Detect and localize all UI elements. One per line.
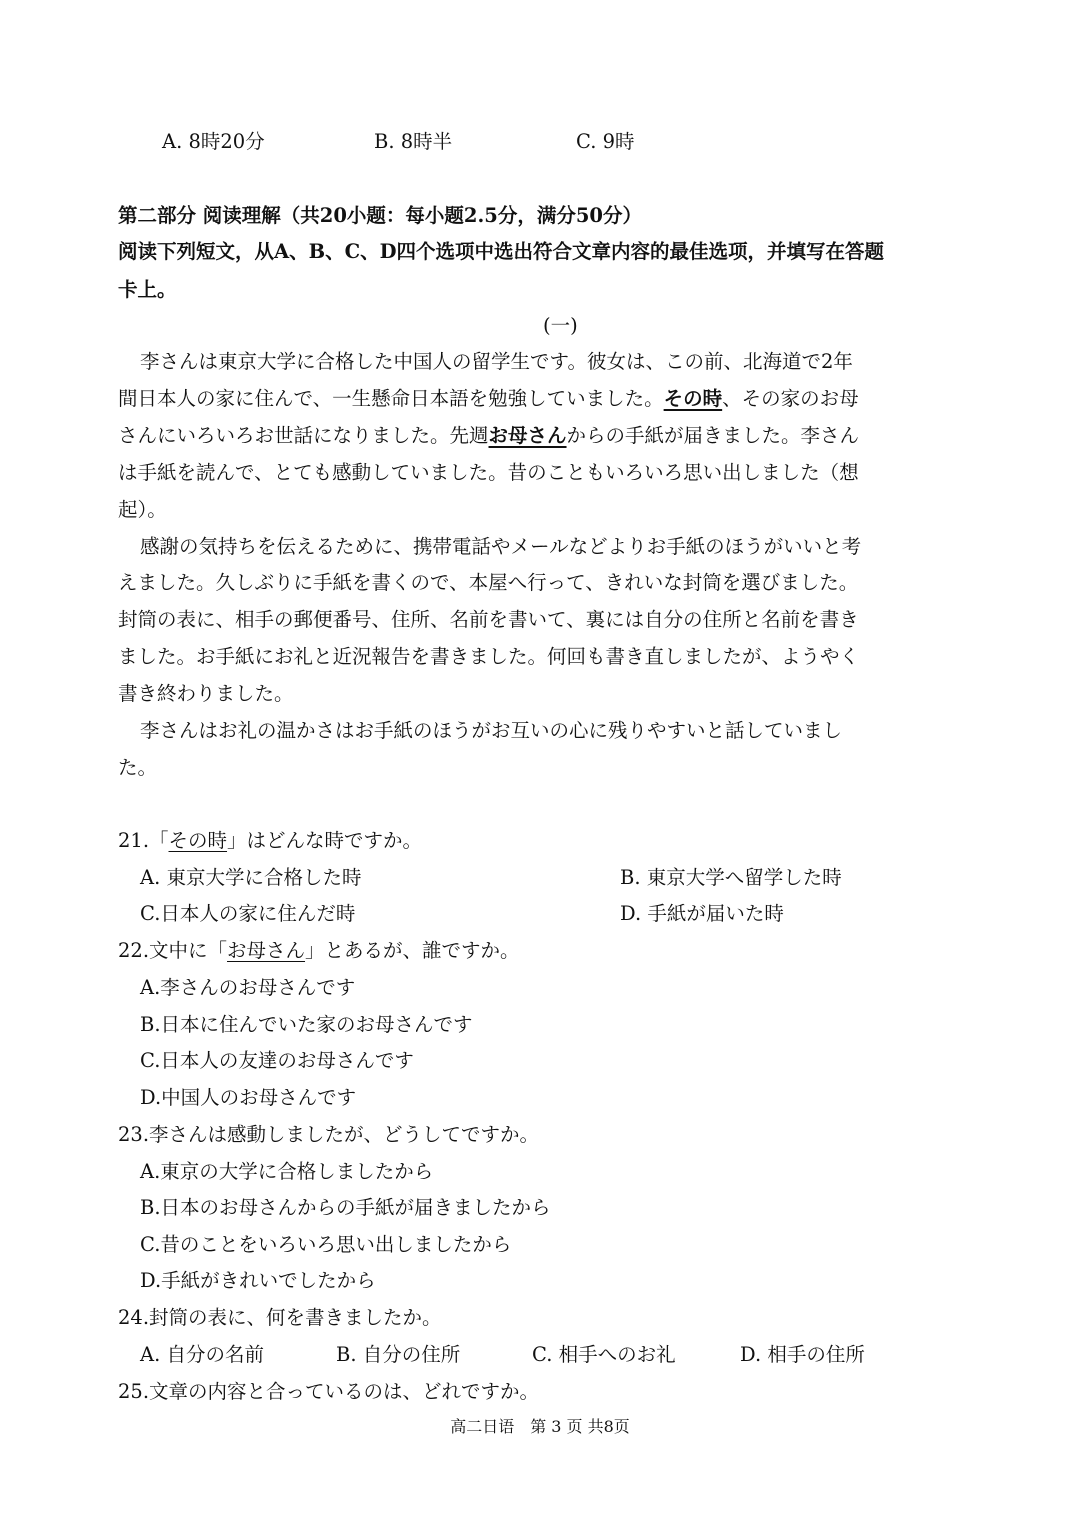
question-22: 22.文中に「お母さん」とあるが、誰ですか。 xyxy=(118,939,520,962)
q22-option-b: B.日本に住んでいた家のお母さんです xyxy=(140,1013,473,1036)
passage-line: 李さんはお礼の温かさはお手紙のほうがお互いの心に残りやすいと話していまし xyxy=(140,719,843,742)
passage-line: た。 xyxy=(118,756,158,779)
option-b: B. 8時半 xyxy=(374,130,453,153)
q23-option-d: D.手紙がきれいでしたから xyxy=(140,1269,376,1292)
q21-option-b: B. 東京大学へ留学した時 xyxy=(620,866,842,889)
question-24: 24.封筒の表に、何を書きましたか。 xyxy=(118,1306,442,1329)
passage-line: えました。久しぶりに手紙を書くので、本屋へ行って、きれいな封筒を選びました。 xyxy=(118,571,859,594)
q23-option-a: A.東京の大学に合格しましたから xyxy=(140,1160,434,1183)
underlined-phrase: お母さん xyxy=(488,424,567,447)
underlined-phrase: その時 xyxy=(168,829,228,852)
q22-option-d: D.中国人のお母さんです xyxy=(140,1086,357,1109)
passage-line: 起）。 xyxy=(118,498,167,521)
q24-option-d: D. 相手の住所 xyxy=(740,1343,865,1366)
q22-option-a: A.李さんのお母さんです xyxy=(140,976,356,999)
passage-number: (一) xyxy=(543,314,578,337)
question-25: 25.文章の内容と合っているのは、どれですか。 xyxy=(118,1380,540,1403)
underlined-phrase: その時 xyxy=(663,387,723,410)
question-21: 21.「その時」はどんな時ですか。 xyxy=(118,829,423,852)
page-footer: 高二日语 第 3 页 共8页 xyxy=(450,1417,630,1436)
q23-option-c: C.昔のことをいろいろ思い出しましたから xyxy=(140,1233,512,1256)
passage-line: 書き終わりました。 xyxy=(118,682,294,705)
q23-option-b: B.日本のお母さんからの手紙が届きましたから xyxy=(140,1196,551,1219)
q24-option-b: B. 自分の住所 xyxy=(336,1343,461,1366)
q21-option-d: D. 手紙が届いた時 xyxy=(620,902,784,925)
passage-line: 封筒の表に、相手の郵便番号、住所、名前を書いて、裏には自分の住所と名前を書き xyxy=(118,608,859,631)
passage-line: 間日本人の家に住んで、一生懸命日本語を勉強していました。その時、その家のお母 xyxy=(118,387,859,410)
underlined-phrase: お母さん xyxy=(227,939,306,962)
q21-option-a: A. 東京大学に合格した時 xyxy=(140,866,362,889)
passage-line: ました。お手紙にお礼と近況報告を書きました。何回も書き直しましたが、ようやく xyxy=(118,645,860,668)
q24-option-a: A. 自分の名前 xyxy=(140,1343,264,1366)
section-title: 第二部分 阅读理解（共20小题：每小题2.5分，满分50分） xyxy=(118,204,642,227)
option-a: A. 8時20分 xyxy=(162,130,265,153)
option-c: C. 9時 xyxy=(576,130,635,153)
section-instruction-cont: 卡上。 xyxy=(118,278,177,301)
q21-option-c: C.日本人の家に住んだ時 xyxy=(140,902,356,925)
passage-line: は手紙を読んで、とても感動していました。昔のこともいろいろ思い出しました（想 xyxy=(118,461,859,484)
q24-option-c: C. 相手へのお礼 xyxy=(532,1343,676,1366)
passage-line: 李さんは東京大学に合格した中国人の留学生です。彼女は、この前、北海道で2年 xyxy=(140,350,853,373)
section-instruction: 阅读下列短文，从A、B、C、D四个选项中选出符合文章内容的最佳选项，并填写在答题 xyxy=(118,240,885,263)
question-23: 23.李さんは感動しましたが、どうしてですか。 xyxy=(118,1123,540,1146)
passage-line: さんにいろいろお世話になりました。先週お母さんからの手紙が届きました。李さん xyxy=(118,424,860,447)
passage-line: 感謝の気持ちを伝えるために、携帯電話やメールなどよりお手紙のほうがいいと考 xyxy=(140,535,862,558)
q22-option-c: C.日本人の友達のお母さんです xyxy=(140,1049,414,1072)
